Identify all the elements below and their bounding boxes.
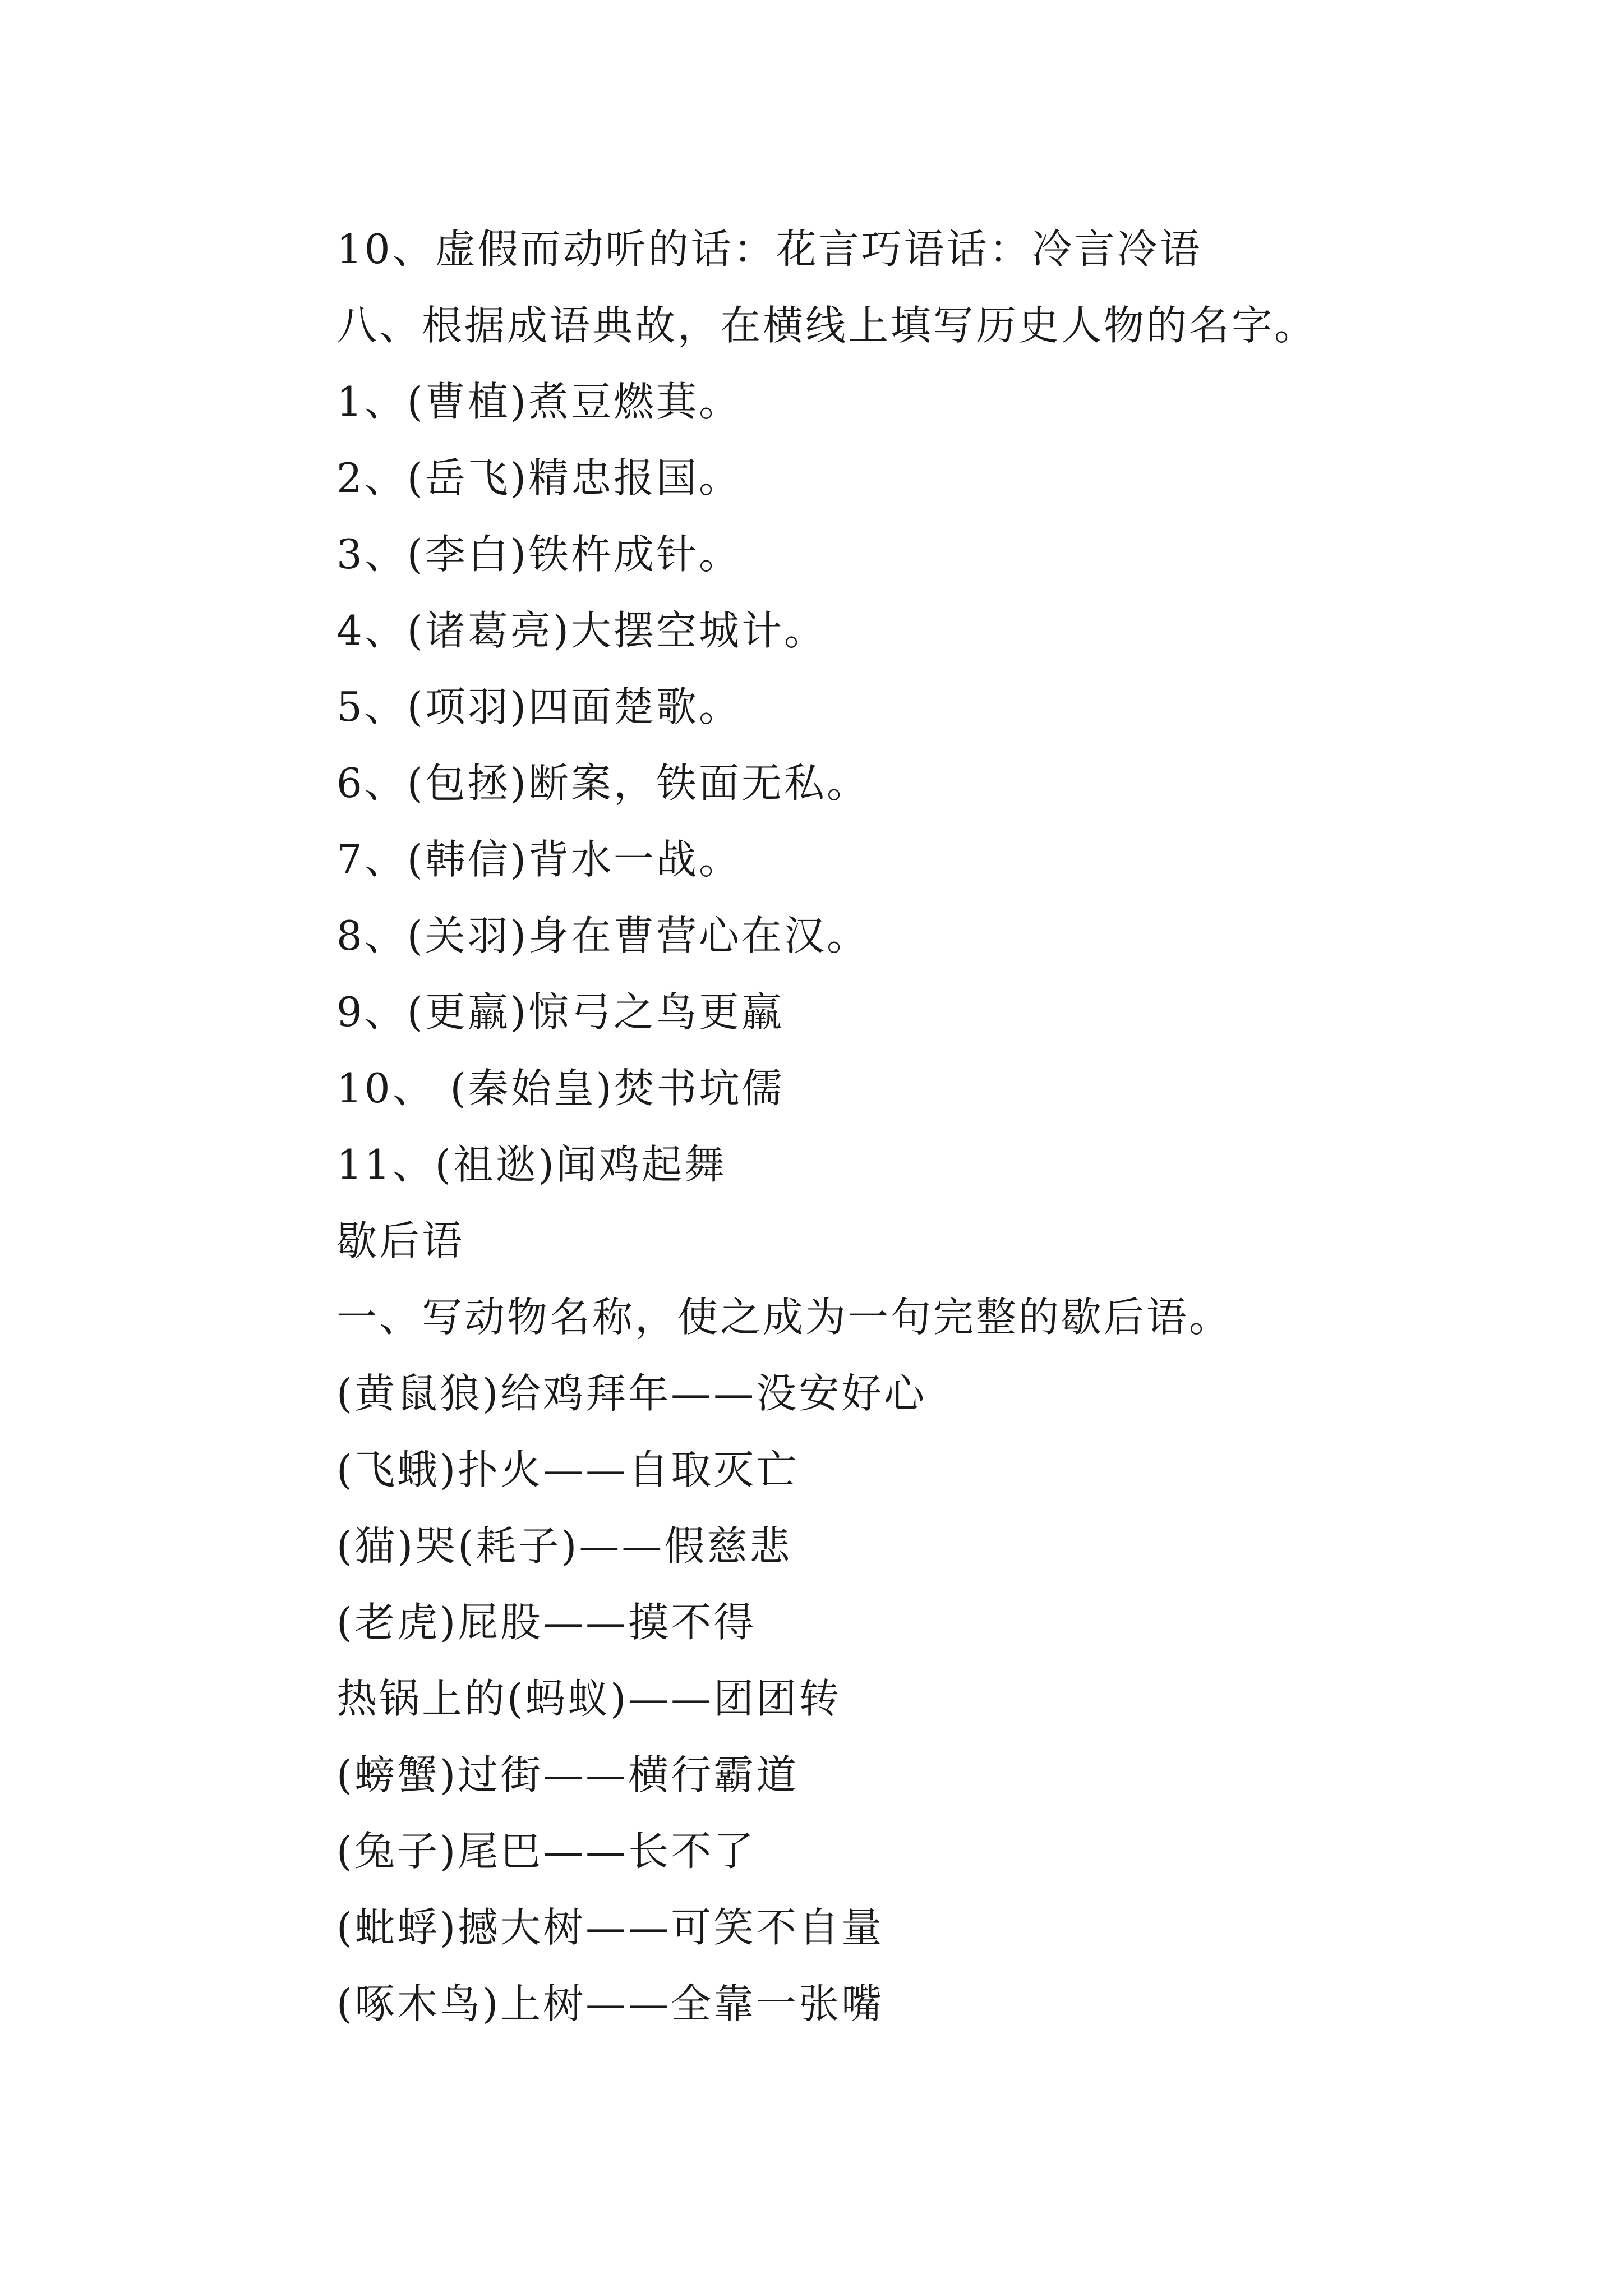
- list-item: (飞蛾)扑火——自取灭亡: [336, 1446, 799, 1493]
- list-item: 1、(曹植)煮豆燃萁。: [336, 378, 741, 425]
- list-item: 3、(李白)铁杵成针。: [336, 531, 741, 578]
- list-item: (黄鼠狼)给鸡拜年——没安好心: [336, 1370, 927, 1417]
- list-item: 8、(关羽)身在曹营心在汉。: [336, 912, 869, 959]
- list-item: 7、(韩信)背水一战。: [336, 836, 741, 883]
- section-title: 歇后语: [336, 1217, 465, 1264]
- list-item: 9、(更羸)惊弓之鸟更羸: [336, 988, 784, 1036]
- list-item: (兔子)尾巴——长不了: [336, 1828, 757, 1875]
- section-heading: 八、根据成语典故，在横线上填写历史人物的名字。: [336, 302, 1317, 349]
- list-item: 5、(项羽)四面楚歌。: [336, 683, 741, 730]
- list-item: (螃蟹)过街——横行霸道: [336, 1751, 799, 1798]
- list-item: 10、 (秦始皇)焚书坑儒: [336, 1065, 785, 1112]
- section-heading: 一、写动物名称，使之成为一句完整的歇后语。: [336, 1294, 1232, 1341]
- list-item: 4、(诸葛亮)大摆空城计。: [336, 607, 827, 654]
- list-item: 11、(祖逖)闻鸡起舞: [336, 1141, 727, 1188]
- text-line: 10、虚假而动听的话：花言巧语话：冷言冷语: [336, 226, 1202, 273]
- list-item: 6、(包拯)断案，铁面无私。: [336, 760, 869, 807]
- document-body: [336, 211, 1458, 2042]
- list-item: (老虎)屁股——摸不得: [336, 1599, 757, 1646]
- list-item: 2、(岳飞)精忠报国。: [336, 454, 741, 501]
- list-item: (蚍蜉)撼大树——可笑不自量: [336, 1904, 884, 1951]
- list-item: (啄木鸟)上树——全靠一张嘴: [336, 1980, 884, 2027]
- list-item: 热锅上的(蚂蚁)——团团转: [336, 1675, 842, 1722]
- list-item: (猫)哭(耗子)——假慈悲: [336, 1522, 792, 1570]
